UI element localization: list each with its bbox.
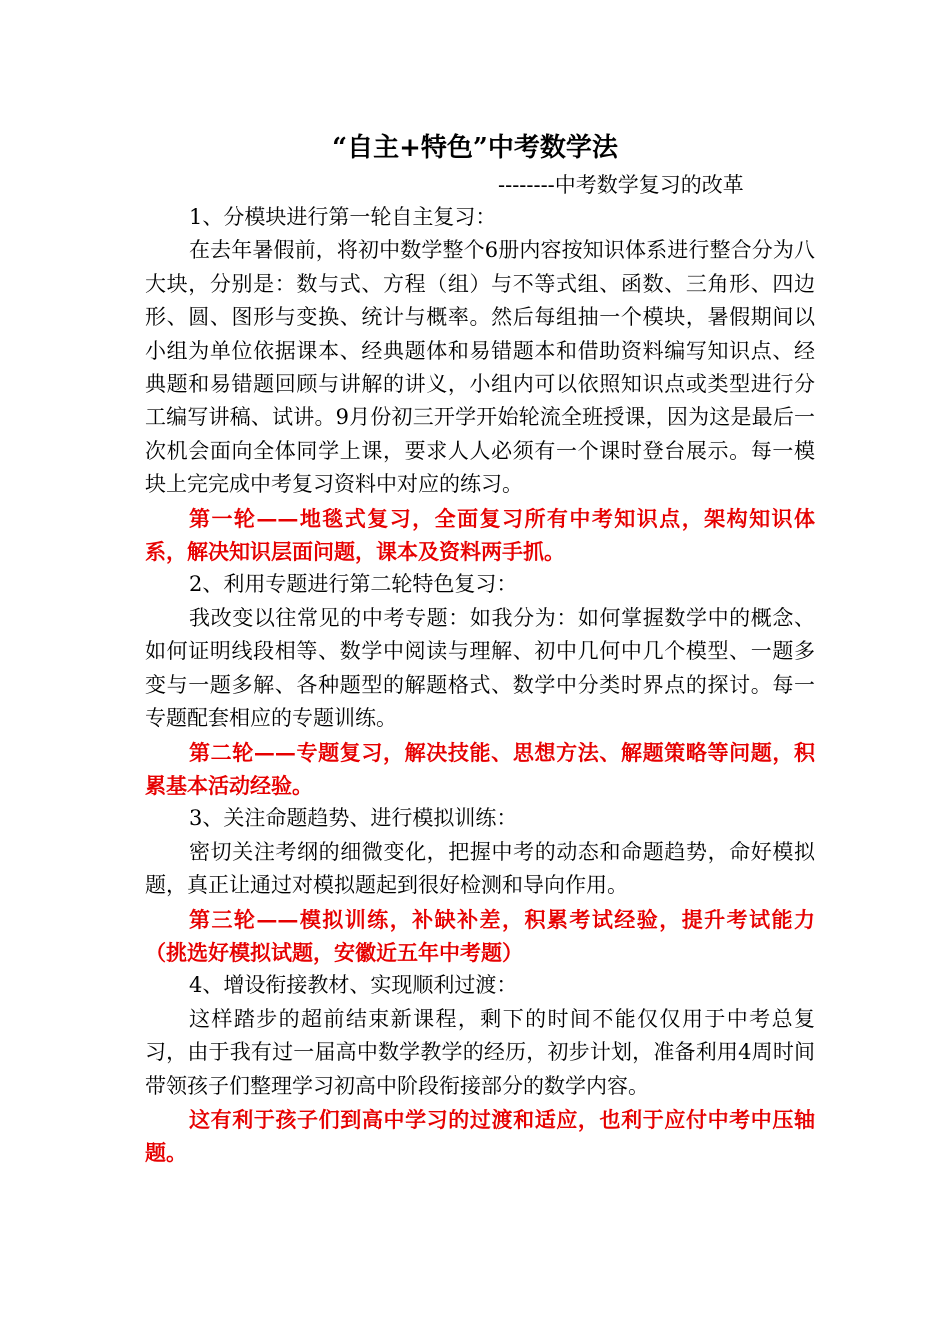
section-4-text: 这样踏步的超前结束新课程，剩下的时间不能仅仅用于中考总复习，由于我有过一届高中数学教学的经历，初步计划，准备利用4周时间带领孩子们整理学习初高中阶段衔接部分的数学内容。 bbox=[145, 1006, 815, 1098]
section-4-highlight: 这有利于孩子们到高中学习的过渡和适应，也利于应付中考中压轴题。 bbox=[145, 1106, 815, 1166]
section-4-heading: 4、增设衔接教材、实现顺利过渡： bbox=[189, 973, 518, 998]
page-title: “自主+特色”中考数学法 bbox=[332, 133, 618, 163]
page-subtitle: --------中考数学复习的改革 bbox=[498, 173, 744, 197]
document-body bbox=[145, 201, 815, 1170]
section-2-highlight: 第二轮——专题复习，解决技能、思想方法、解题策略等问题，积累基本活动经验。 bbox=[145, 739, 815, 798]
section-2-text: 我改变以往常见的中考专题：如我分为：如何掌握数学中的概念、如何证明线段相等、数学中阅读与理解、初中几何中几个模型、一题多变与一题多解、各种题型的解题格式、数学中分类时界点的探讨。每一专题配套相应的专题训练。 bbox=[145, 605, 815, 731]
section-1-heading: 1、分模块进行第一轮自主复习： bbox=[189, 205, 497, 229]
section-3-highlight: 第三轮——模拟训练，补缺补差，积累考试经验，提升考试能力（挑选好模拟试题，安徽近五年中考题） bbox=[145, 906, 815, 965]
section-3-text: 密切关注考纲的细微变化，把握中考的动态和命题趋势，命好模拟题，真正让通过对模拟题起到很好检测和导向作用。 bbox=[145, 839, 815, 898]
section-1-text: 在去年暑假前，将初中数学整个6册内容按知识体系进行整合分为八大块，分别是：数与式、方程（组）与不等式组、函数、三角形、四边形、圆、图形与变换、统计与概率。然后每组抽一个模块，暑假期间以小组为单位依据课本、经典题体和易错题本和借助资料编写知识点、经典题和易错题回顾与讲解的讲义，小组内可以依照知识点或类型进行分工编写讲稿、试讲。9月份初三开学开始轮流全班授课，因为这是最后一次机会面向全体同学上课，要求人人必须有一个课时登台展示。每一模块上完完成中考复习资料中对应的练习。 bbox=[145, 238, 815, 497]
section-2-heading: 2、利用专题进行第二轮特色复习： bbox=[189, 572, 518, 597]
section-3-heading: 3、关注命题趋势、进行模拟训练： bbox=[189, 806, 518, 831]
section-1-highlight: 第一轮——地毯式复习，全面复习所有中考知识点，架构知识体系，解决知识层面问题，课本及资料两手抓。 bbox=[145, 505, 815, 565]
